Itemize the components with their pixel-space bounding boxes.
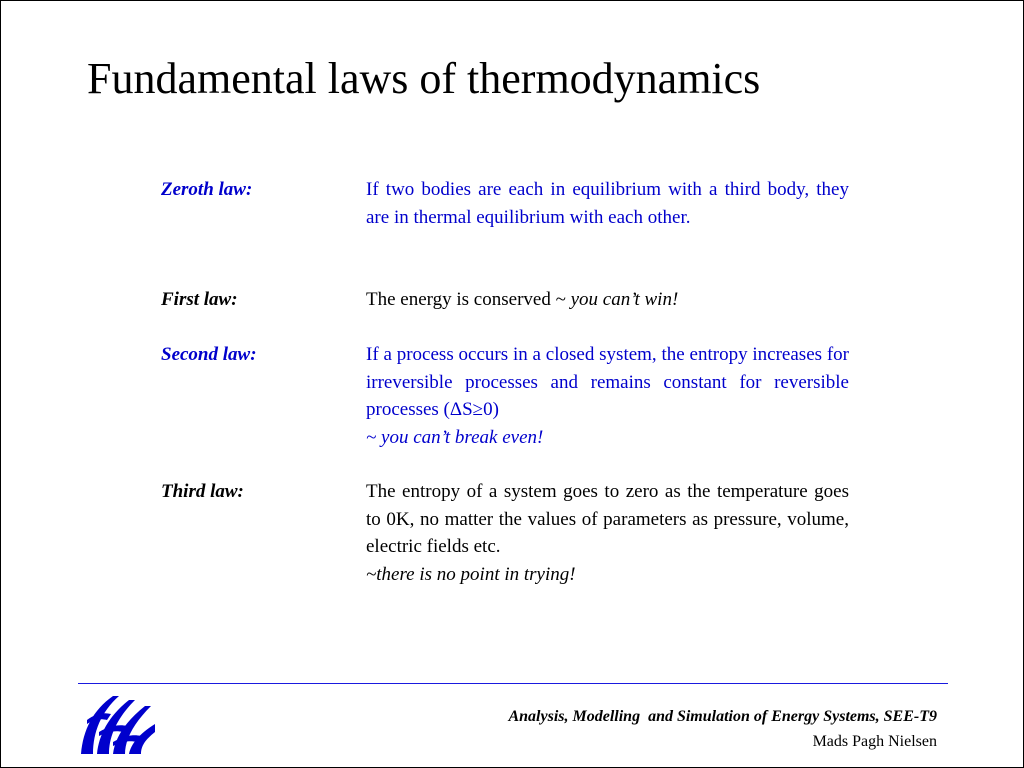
law-name-third: Third law: <box>161 481 244 502</box>
footer-author: Mads Pagh Nielsen <box>812 733 937 750</box>
law-name-zeroth: Zeroth law: <box>161 179 253 200</box>
law-quip-third: ~there is no point in trying! <box>366 563 576 585</box>
law-name-first: First law: <box>161 289 238 310</box>
footer-divider <box>78 683 948 684</box>
law-description-zeroth <box>366 176 849 231</box>
law-text-first: The energy is conserved ~ <box>366 289 571 310</box>
law-text-second: If a process occurs in a closed system, the entropy increases for irreversible processes and remains constant for reversible processes (ΔS≥0) <box>366 344 849 420</box>
law-description-first <box>366 286 849 314</box>
law-text-first-line <box>366 286 849 314</box>
slide-title: Fundamental laws of thermodynamics <box>87 54 761 103</box>
law-quip-second: ~ you can’t break even! <box>366 426 544 448</box>
law-text-third: The entropy of a system goes to zero as the temperature goes to 0K, no matter the values of parameters as pressure, volume, electric fields etc. <box>366 481 849 557</box>
law-description-second <box>366 341 849 451</box>
law-name-second: Second law: <box>161 344 257 365</box>
footer-course-title: Analysis, Modelling and Simulation of Energy Systems, SEE-T9 <box>508 708 937 725</box>
law-description-third <box>366 478 849 588</box>
university-wave-logo-icon <box>79 690 157 756</box>
law-text-zeroth: If two bodies are each in equilibrium with a third body, they are in thermal equilibrium with each other. <box>366 179 849 228</box>
law-quip-first: you can’t win! <box>570 289 679 310</box>
